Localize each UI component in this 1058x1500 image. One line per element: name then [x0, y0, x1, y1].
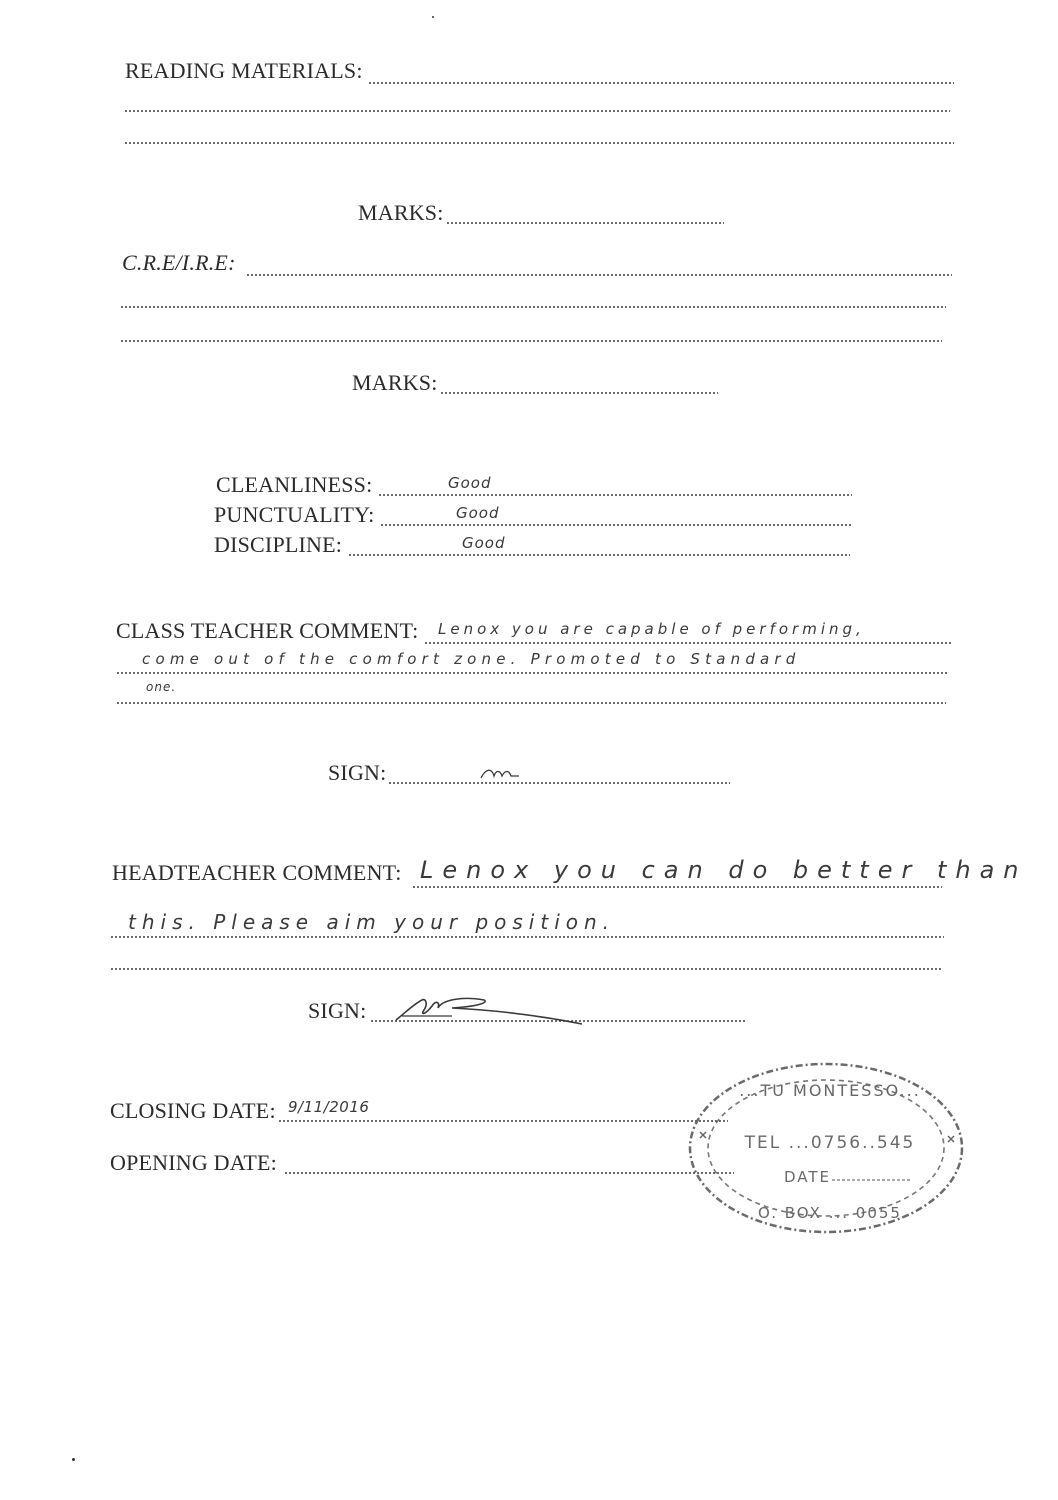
- closing-date-line: [278, 1120, 728, 1122]
- closing-date-value: 9/11/2016: [288, 1098, 370, 1116]
- class-teacher-comment-text-1: Lenox you are capable of performing,: [438, 620, 865, 638]
- reading-materials-label: READING MATERIALS:: [125, 58, 363, 83]
- opening-date-label: OPENING DATE:: [110, 1150, 277, 1175]
- reading-materials-line-1: [368, 82, 954, 84]
- punctuality-label: PUNCTUALITY:: [214, 502, 375, 527]
- cre-ire-line-2: [120, 306, 946, 308]
- reading-materials-line-2: [124, 110, 950, 112]
- reading-marks-label: MARKS:: [358, 200, 444, 225]
- headteacher-line-1: [412, 886, 942, 888]
- discipline-label: DISCIPLINE:: [214, 532, 343, 557]
- cre-ire-label: C.R.E/I.R.E:: [122, 250, 236, 275]
- school-stamp: [680, 1052, 976, 1248]
- class-teacher-comment-text-2: come out of the comfort zone. Promoted to Standard: [142, 650, 801, 668]
- cleanliness-label: CLEANLINESS:: [216, 472, 373, 497]
- discipline-value: Good: [462, 534, 506, 552]
- opening-date-line: [284, 1172, 734, 1174]
- cre-ire-line-1: [246, 274, 952, 276]
- headteacher-signature: [392, 990, 592, 1030]
- punctuality-value: Good: [456, 504, 500, 522]
- class-teacher-comment-text-3: one.: [146, 680, 177, 694]
- stamp-date-text: DATE: [784, 1168, 832, 1186]
- class-teacher-line-1: [424, 642, 952, 644]
- cleanliness-value: Good: [448, 474, 492, 492]
- headteacher-line-2: [110, 936, 944, 938]
- class-teacher-sign-label: SIGN:: [328, 760, 387, 785]
- class-teacher-line-2: [116, 672, 948, 674]
- headteacher-comment-text-2: this. Please aim your position.: [128, 910, 616, 934]
- cleanliness-line: [378, 494, 852, 496]
- reading-materials-line-3: [124, 142, 954, 144]
- headteacher-sign-label: SIGN:: [308, 998, 367, 1023]
- stamp-tel-text: TEL ...0756..545: [744, 1133, 916, 1153]
- cre-marks-line: [440, 392, 718, 394]
- stamp-bottom-text: O. BOX ... 0055: [758, 1204, 902, 1222]
- punctuality-line: [380, 524, 852, 526]
- headteacher-comment-text-1: Lenox you can do better than: [420, 856, 1028, 884]
- scan-speck: [432, 16, 434, 18]
- class-teacher-line-3: [116, 702, 946, 704]
- cre-marks-label: MARKS:: [352, 370, 438, 395]
- class-teacher-signature: [478, 764, 522, 784]
- reading-marks-line: [446, 222, 724, 224]
- discipline-line: [348, 554, 850, 556]
- headteacher-line-3: [110, 968, 942, 970]
- headteacher-comment-label: HEADTEACHER COMMENT:: [112, 860, 402, 885]
- closing-date-label: CLOSING DATE:: [110, 1098, 276, 1123]
- class-teacher-comment-label: CLASS TEACHER COMMENT:: [116, 618, 419, 643]
- cre-ire-line-3: [120, 340, 942, 342]
- class-teacher-sign-line: [388, 782, 730, 784]
- stamp-top-text: ...TU MONTESSO...: [739, 1081, 921, 1100]
- scan-speck: [72, 1458, 75, 1461]
